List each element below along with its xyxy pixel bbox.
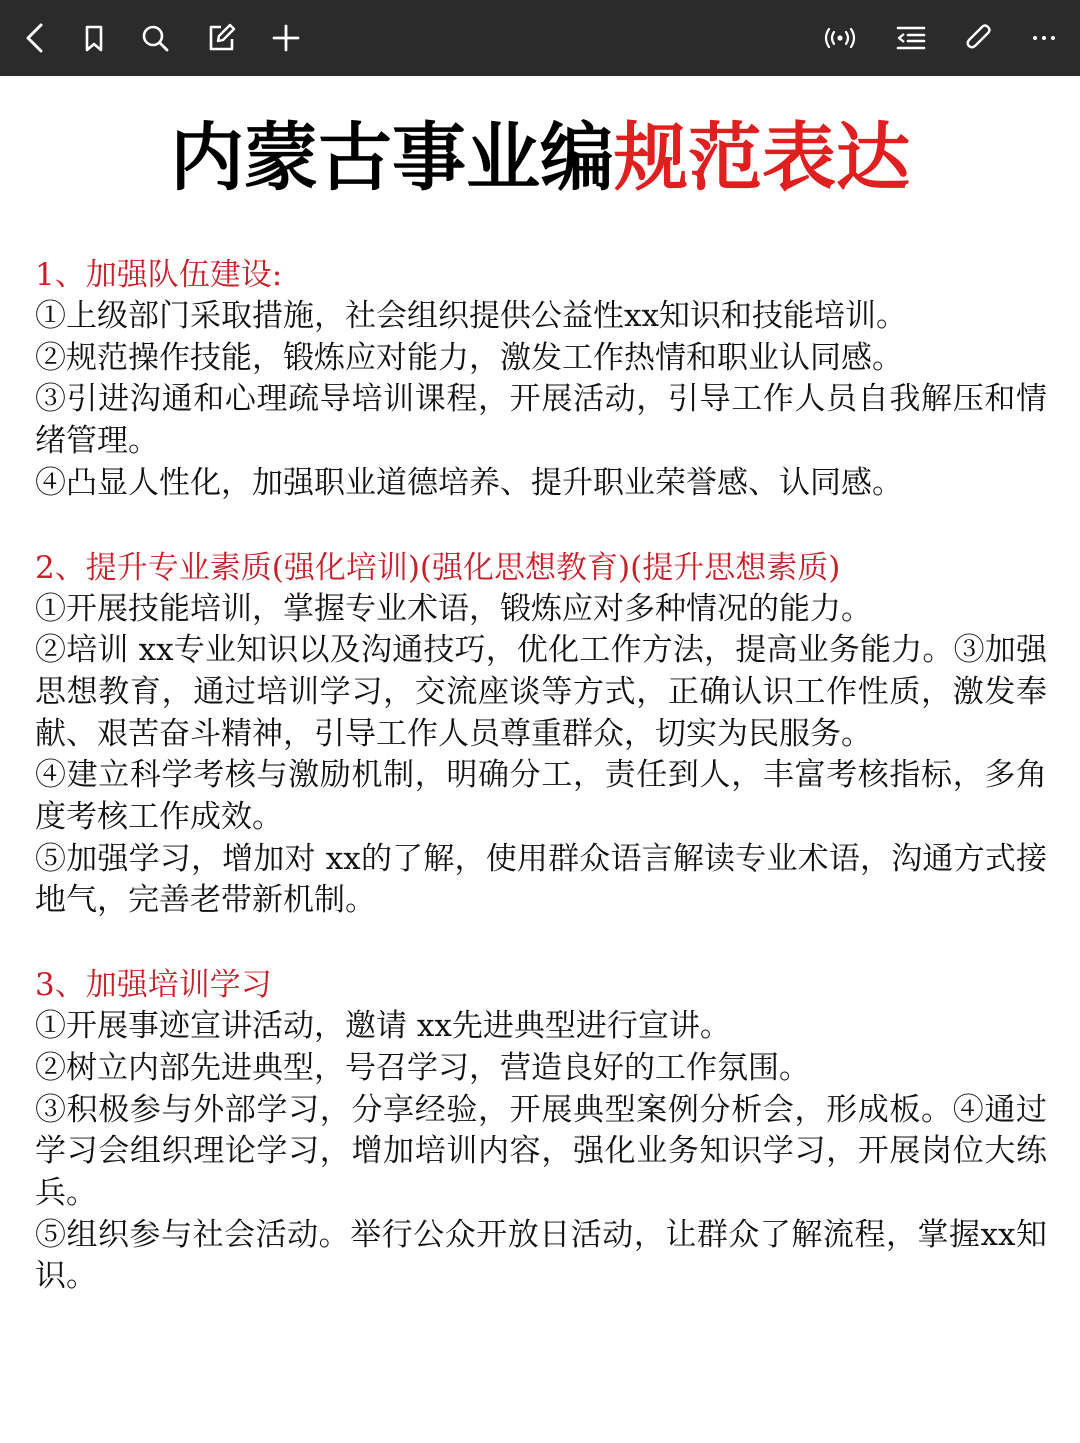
attachment-button[interactable] (955, 14, 1003, 62)
back-icon (19, 21, 53, 55)
title-red-part: 规范表达 (614, 115, 910, 201)
read-aloud-icon (823, 21, 857, 55)
more-icon (1027, 21, 1061, 55)
attachment-icon (962, 21, 996, 55)
edit-button[interactable] (197, 14, 245, 62)
bookmark-button[interactable] (70, 14, 118, 62)
more-button[interactable] (1020, 14, 1068, 62)
list-item: ②树立内部先进典型，号召学习，营造良好的工作氛围。 (35, 1049, 810, 1086)
section-spacer (35, 505, 1047, 547)
outline-button[interactable] (887, 14, 935, 62)
list-item: ⑤加强学习，增加对 xx的了解，使用群众语言解读专业术语，沟通方式接地气，完善老带新机制。 (35, 840, 1047, 919)
section-heading: 3、加强培训学习 (35, 967, 272, 1004)
title-black-part: 内蒙古事业编 (170, 115, 614, 201)
section-2 (35, 547, 1047, 923)
section-heading: 1、加强队伍建设: (35, 257, 283, 293)
page-title (0, 108, 1080, 208)
section-3 (35, 964, 1047, 1298)
list-item: ①开展技能培训，掌握专业术语，锻炼应对多种情况的能力。 (35, 590, 872, 627)
list-item: ③引进沟通和心理疏导培训课程，开展活动，引导工作人员自我解压和情绪管理。 (35, 381, 1047, 460)
list-item: ③积极参与外部学习，分享经验，开展典型案例分析会，形成板。④通过学习会组织理论学习，增加培训内容，强化业务知识学习，开展岗位大练兵。 (35, 1091, 1047, 1211)
bookmark-icon (77, 21, 111, 55)
list-item: ②培训 xx专业知识以及沟通技巧，优化工作方法，提高业务能力。③加强思想教育，通过培训学习，交流座谈等方式，正确认识工作性质，激发奉献、艰苦奋斗精神，引导工作人员尊重群众，切实为民服务。 (35, 632, 1047, 752)
top-toolbar (0, 0, 1080, 76)
list-item: ②规范操作技能，锻炼应对能力，激发工作热情和职业认同感。 (35, 339, 903, 376)
list-item: ④凸显人性化，加强职业道德培养、提升职业荣誉感、认同感。 (35, 464, 903, 501)
list-item: ④建立科学考核与激励机制，明确分工，责任到人，丰富考核指标，多角度考核工作成效。 (35, 757, 1047, 836)
section-heading: 2、提升专业素质(强化培训)(强化思想教育)(提升思想素质) (35, 549, 841, 586)
search-icon (138, 21, 172, 55)
section-spacer (35, 922, 1047, 964)
list-item: ①上级部门采取措施，社会组织提供公益性xx知识和技能培训。 (35, 298, 907, 334)
edit-icon (204, 21, 238, 55)
section-1 (35, 254, 1047, 505)
search-button[interactable] (131, 14, 179, 62)
outline-icon (894, 21, 928, 55)
list-item: ①开展事迹宣讲活动，邀请 xx先进典型进行宣讲。 (35, 1008, 731, 1045)
list-item: ⑤组织参与社会活动。举行公众开放日活动，让群众了解流程，掌握xx知识。 (35, 1216, 1047, 1295)
back-button[interactable] (12, 14, 60, 62)
article-body (35, 254, 1047, 1298)
add-icon (269, 21, 303, 55)
add-button[interactable] (262, 14, 310, 62)
read-aloud-button[interactable] (816, 14, 864, 62)
